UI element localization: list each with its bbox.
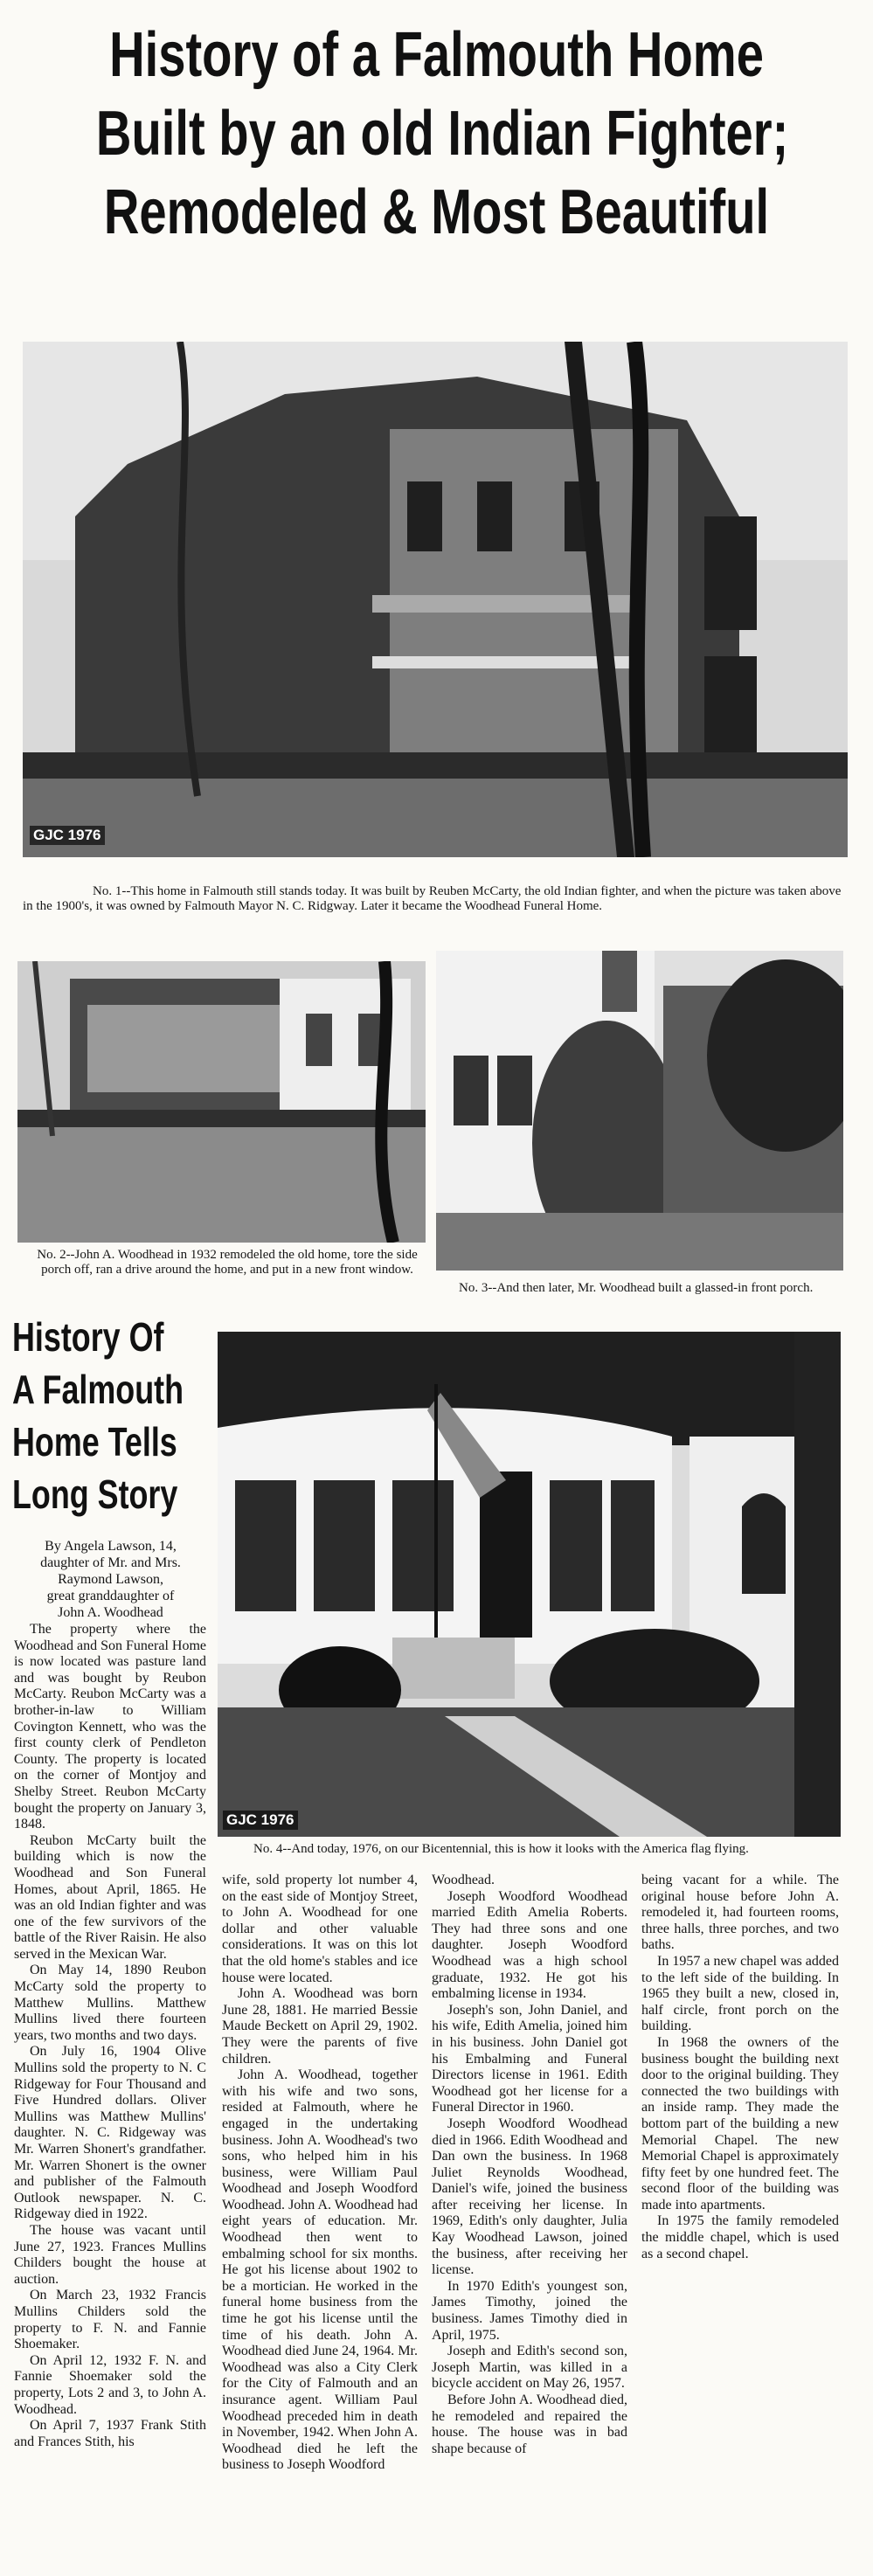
- paragraph: Joseph Woodford Woodhead married Edith Amelia Roberts. They had three sons and one daughter. Joseph Woodford Woodhead was a high school graduate, 1932. He got his embalming license in 1934.: [432, 1888, 627, 2002]
- subhead-line-2: A Falmouth: [12, 1367, 184, 1412]
- photo-1-old-house: [23, 342, 848, 857]
- paragraph: On April 7, 1937 Frank Stith and Frances Stith, his: [14, 2418, 206, 2449]
- paragraph: being vacant for a while. The original house before John A. remodeled it, had fourteen rooms, three halls, three porches, and two baths.: [641, 1873, 839, 1953]
- photo-2-remodeled-home: [17, 961, 426, 1243]
- photo-4-bicentennial: [218, 1332, 841, 1837]
- photo-1-house-icon: [23, 342, 848, 857]
- paragraph: Joseph's son, John Daniel, and his wife, Edith Amelia, joined him in his business. John Daniel got his Embalming and Funeral Directors license in 1961. Edith Woodhead got her license for a Funeral Director in 1960.: [432, 2002, 627, 2116]
- paragraph: Before John A. Woodhead died, he remodeled and repaired the house. The house was in bad shape because of: [432, 2392, 627, 2456]
- headline-line-2: Built by an old Indian Fighter;: [95, 99, 789, 169]
- paragraph: On May 14, 1890 Reubon McCarty sold the property to Matthew Mullins. Matthew Mullins lived there fourteen years, two months and two days.: [14, 1963, 206, 2043]
- paragraph: On March 23, 1932 Francis Mullins Childers sold the property to F. N. and Fannie Shoemaker.: [14, 2288, 206, 2352]
- headline-line-3: Remodeled & Most Beautiful: [103, 177, 770, 247]
- subhead-line-1: History Of: [12, 1314, 164, 1360]
- paragraph: In 1975 the family remodeled the middle chapel, which is used as a second chapel.: [641, 2213, 839, 2261]
- caption-3: No. 3--And then later, Mr. Woodhead built a glassed-in front porch.: [459, 1281, 814, 1295]
- paragraph: wife, sold property lot number 4, on the east side of Montjoy Street, to John A. Woodhead for one dollar and other valuable considerations. It was on this lot that the old home's stables and ice house were located.: [222, 1873, 418, 1985]
- article-column-4: [641, 1873, 839, 2262]
- photo-4-credit: GJC 1976: [223, 1811, 298, 1830]
- byline-line-5: John A. Woodhead: [58, 1605, 163, 1620]
- article-column-3: [432, 1873, 627, 2457]
- subhead-line-4: Long Story: [12, 1472, 178, 1517]
- byline-line-1: By Angela Lawson, 14,: [45, 1539, 177, 1554]
- article-column-1: [14, 1622, 206, 2450]
- caption-2: No. 2--John A. Woodhead in 1932 remodeled the old home, tore the side porch off, ran a drive around the home, and put in a new front window.: [37, 1248, 418, 1277]
- paragraph: Woodhead.: [432, 1873, 495, 1887]
- headline: [95, 16, 789, 252]
- photo-2-house-icon: [17, 961, 426, 1243]
- paragraph: In 1970 Edith's youngest son, James Timothy, joined the business. James Timothy died in April, 1975.: [432, 2278, 627, 2343]
- photo-3-house-icon: [436, 951, 843, 1271]
- caption-4: No. 4--And today, 1976, on our Bicentennial, this is how it looks with the America flag flying.: [253, 1842, 749, 1856]
- paragraph: John A. Woodhead was born June 28, 1881. He married Bessie Maude Beckett on April 29, 1902. They were the parents of five children.: [222, 1986, 418, 2067]
- paragraph: Joseph and Edith's second son, Joseph Martin, was killed in a bicycle accident on May 26, 1957.: [432, 2344, 627, 2392]
- paragraph: Joseph Woodford Woodhead died in 1966. Edith Woodhead and Dan own the business. In 1968 Juliet Reynolds Woodhead, Daniel's wife, joined the business after receiving her license. In 1969, Edith's only daughter, Julia Kay Woodhead Lawson, joined the business, after receiving her license.: [432, 2116, 627, 2278]
- photo-1-credit: GJC 1976: [30, 826, 105, 845]
- subhead-line-3: Home Tells: [12, 1419, 177, 1465]
- headline-line-1: History of a Falmouth Home: [109, 20, 764, 90]
- article-subhead: [12, 1311, 184, 1520]
- paragraph: The house was vacant until June 27, 1923. Frances Mullins Childers bought the house at auction.: [14, 2222, 206, 2287]
- byline-line-2: daughter of Mr. and Mrs.: [40, 1555, 181, 1570]
- paragraph: The property where the Woodhead and Son Funeral Home is now located was pasture land and was bought by Reubon McCarty. Reubon McCarty was a brother-in-law to William Covington Kennett, who was the first county clerk of Pendleton County. The property is located on the corner of Montjoy and Shelby Street. Reubon McCarty bought the property on January 3, 1848.: [14, 1622, 206, 1832]
- paragraph: On July 16, 1904 Olive Mullins sold the property to N. C Ridgeway for Four Thousand and Five Hundred dollars. Oliver Mullins was Matthew Mullins' daughter. N. C. Ridgeway was Mr. Warren Shonert's grandfather. Mr. Warren Shonert is the owner and publisher of the Falmouth Outlook newspaper. N. C. Ridgeway died in 1922.: [14, 2044, 206, 2222]
- article-column-2: [222, 1873, 418, 2474]
- byline-line-3: Raymond Lawson,: [58, 1572, 163, 1587]
- photo-3-glassed-porch: [436, 951, 843, 1271]
- paragraph: Reubon McCarty built the building which is now the Woodhead and Son Funeral Homes, about April, 1865. He was an old Indian fighter and was one of the few survivors of the battle of the River Raisin. He also served in the Mexican War.: [14, 1832, 206, 1962]
- byline-line-4: great granddaughter of: [46, 1589, 175, 1603]
- paragraph: In 1968 the owners of the business bought the building next door to the original building. They connected the two buildings with an inside ramp. They made the bottom part of the building a new Memorial Chapel. The new Memorial Chapel is approximately fifty feet by one hundred feet. The second floor of the building was made into apartments.: [641, 2034, 839, 2212]
- byline: [12, 1538, 209, 1621]
- paragraph: In 1957 a new chapel was added to the left side of the building. In 1965 they built a new, closed in, half circle, front porch on the building.: [641, 1953, 839, 2034]
- photo-4-house-icon: [218, 1332, 841, 1837]
- paragraph: On April 12, 1932 F. N. and Fannie Shoemaker sold the property, Lots 2 and 3, to John A. Woodhead.: [14, 2352, 206, 2417]
- paragraph: John A. Woodhead, together with his wife and two sons, resided at Falmouth, where he engaged in the undertaking business. John A. Woodhead's two sons, who helped him in his business, were William Paul Woodhead and Joseph Woodford Woodhead. John A. Woodhead had eight years of education. Mr. Woodhead then went to embalming school for six months. He got his license about 1902 to be a mortician. He worked in the funeral home business from the time he got his license until the time of his death. John A. Woodhead died June 24, 1964. Mr. Woodhead was also a City Clerk for the City of Falmouth and an insurance agent. William Paul Woodhead preceded him in death in November, 1942. When John A. Woodhead died he left the business to Joseph Woodford: [222, 2067, 418, 2473]
- caption-1: No. 1--This home in Falmouth still stands today. It was built by Reuben McCarty, the old Indian fighter, and when the picture was taken above in the 1900's, it was owned by Falmouth Mayor N. C. Ridgway. Later it became the Woodhead Funeral Home.: [23, 884, 842, 913]
